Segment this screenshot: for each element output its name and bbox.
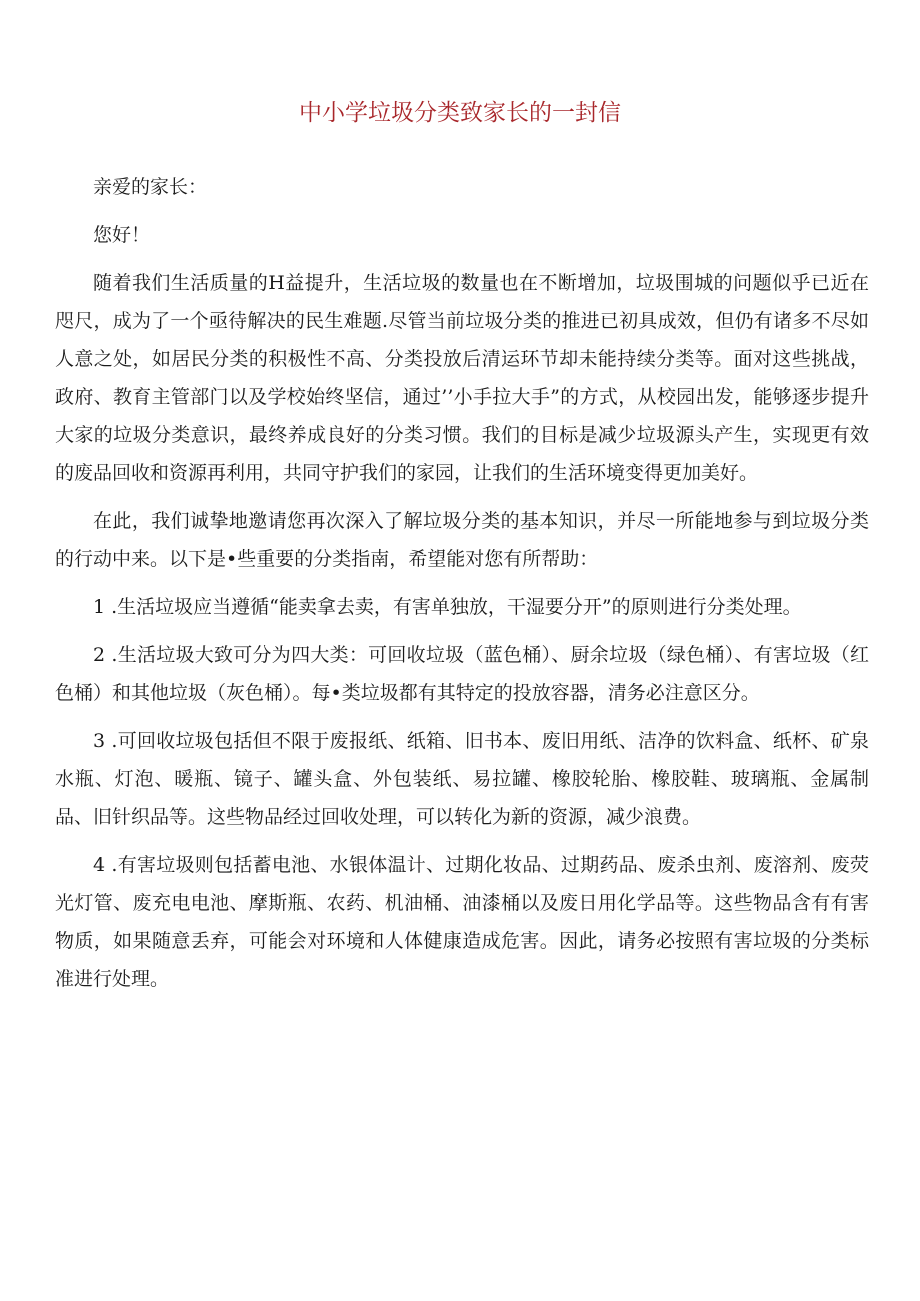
paragraph-intro: 随着我们生活质量的H益提升，生活垃圾的数量也在不断增加，垃圾围城的问题似乎已近在咫尺，成为了一个亟待解决的民生难题.尽管当前垃圾分类的推进已初具成效，但仍有诸多不尽如人意之处，如居民分类的积极性不高、分类投放后清运环节却未能持续分类等。面对这些挑战，政府、教育主管部门以及学校始终坚信，通过’’小手拉大手”的方式，从校园出发，能够逐步提升大家的垃圾分类意识，最终养成良好的分类习惯。我们的目标是减少垃圾源头产生，实现更有效的废品回收和资源再利用，共同守护我们的家园，让我们的生活环境变得更加美好。 — [55, 272, 869, 484]
guideline-item-4: 4 .有害垃圾则包括蓄电池、水银体温计、过期化妆品、过期药品、废杀虫剂、废溶剂、废荧光灯管、废充电电池、摩斯瓶、农药、机油桶、油漆桶以及废日用化学品等。这些物品含有有害物质，如果随意丢弃，可能会对环境和人体健康造成危害。因此，请务必按照有害垃圾的分类标准进行处理。 — [55, 854, 869, 990]
salutation: 亲爱的家长： — [93, 176, 208, 198]
paragraph-invitation: 在此，我们诚挚地邀请您再次深入了解垃圾分类的基本知识，并尽一所能地参与到垃圾分类的行动中来。以下是•些重要的分类指南，希望能对您有所帮助： — [55, 510, 869, 570]
guideline-item-3: 3 .可回收垃圾包括但不限于废报纸、纸箱、旧书本、废旧用纸、洁净的饮料盒、纸杯、矿泉水瓶、灯泡、暖瓶、镜子、罐头盒、外包装纸、易拉罐、橡胶轮胎、橡胶鞋、玻璃瓶、金属制品、旧针织品等。这些物品经过回收处理，可以转化为新的资源，减少浪费。 — [55, 730, 869, 828]
guideline-item-1: 1 .生活垃圾应当遵循“能卖拿去卖，有害单独放，干湿要分开”的原则进行分类处理。 — [93, 596, 802, 618]
letter-body — [55, 168, 869, 1008]
guideline-item-2: 2 .生活垃圾大致可分为四大类：可回收垃圾（蓝色桶）、厨余垃圾（绿色桶）、有害垃圾（红色桶）和其他垃圾（灰色桶）。每•类垃圾都有其特定的投放容器，清务必注意区分。 — [55, 644, 869, 704]
greeting: 您好！ — [93, 224, 151, 246]
page-title: 中小学垃圾分类致家长的一封信 — [299, 100, 621, 126]
